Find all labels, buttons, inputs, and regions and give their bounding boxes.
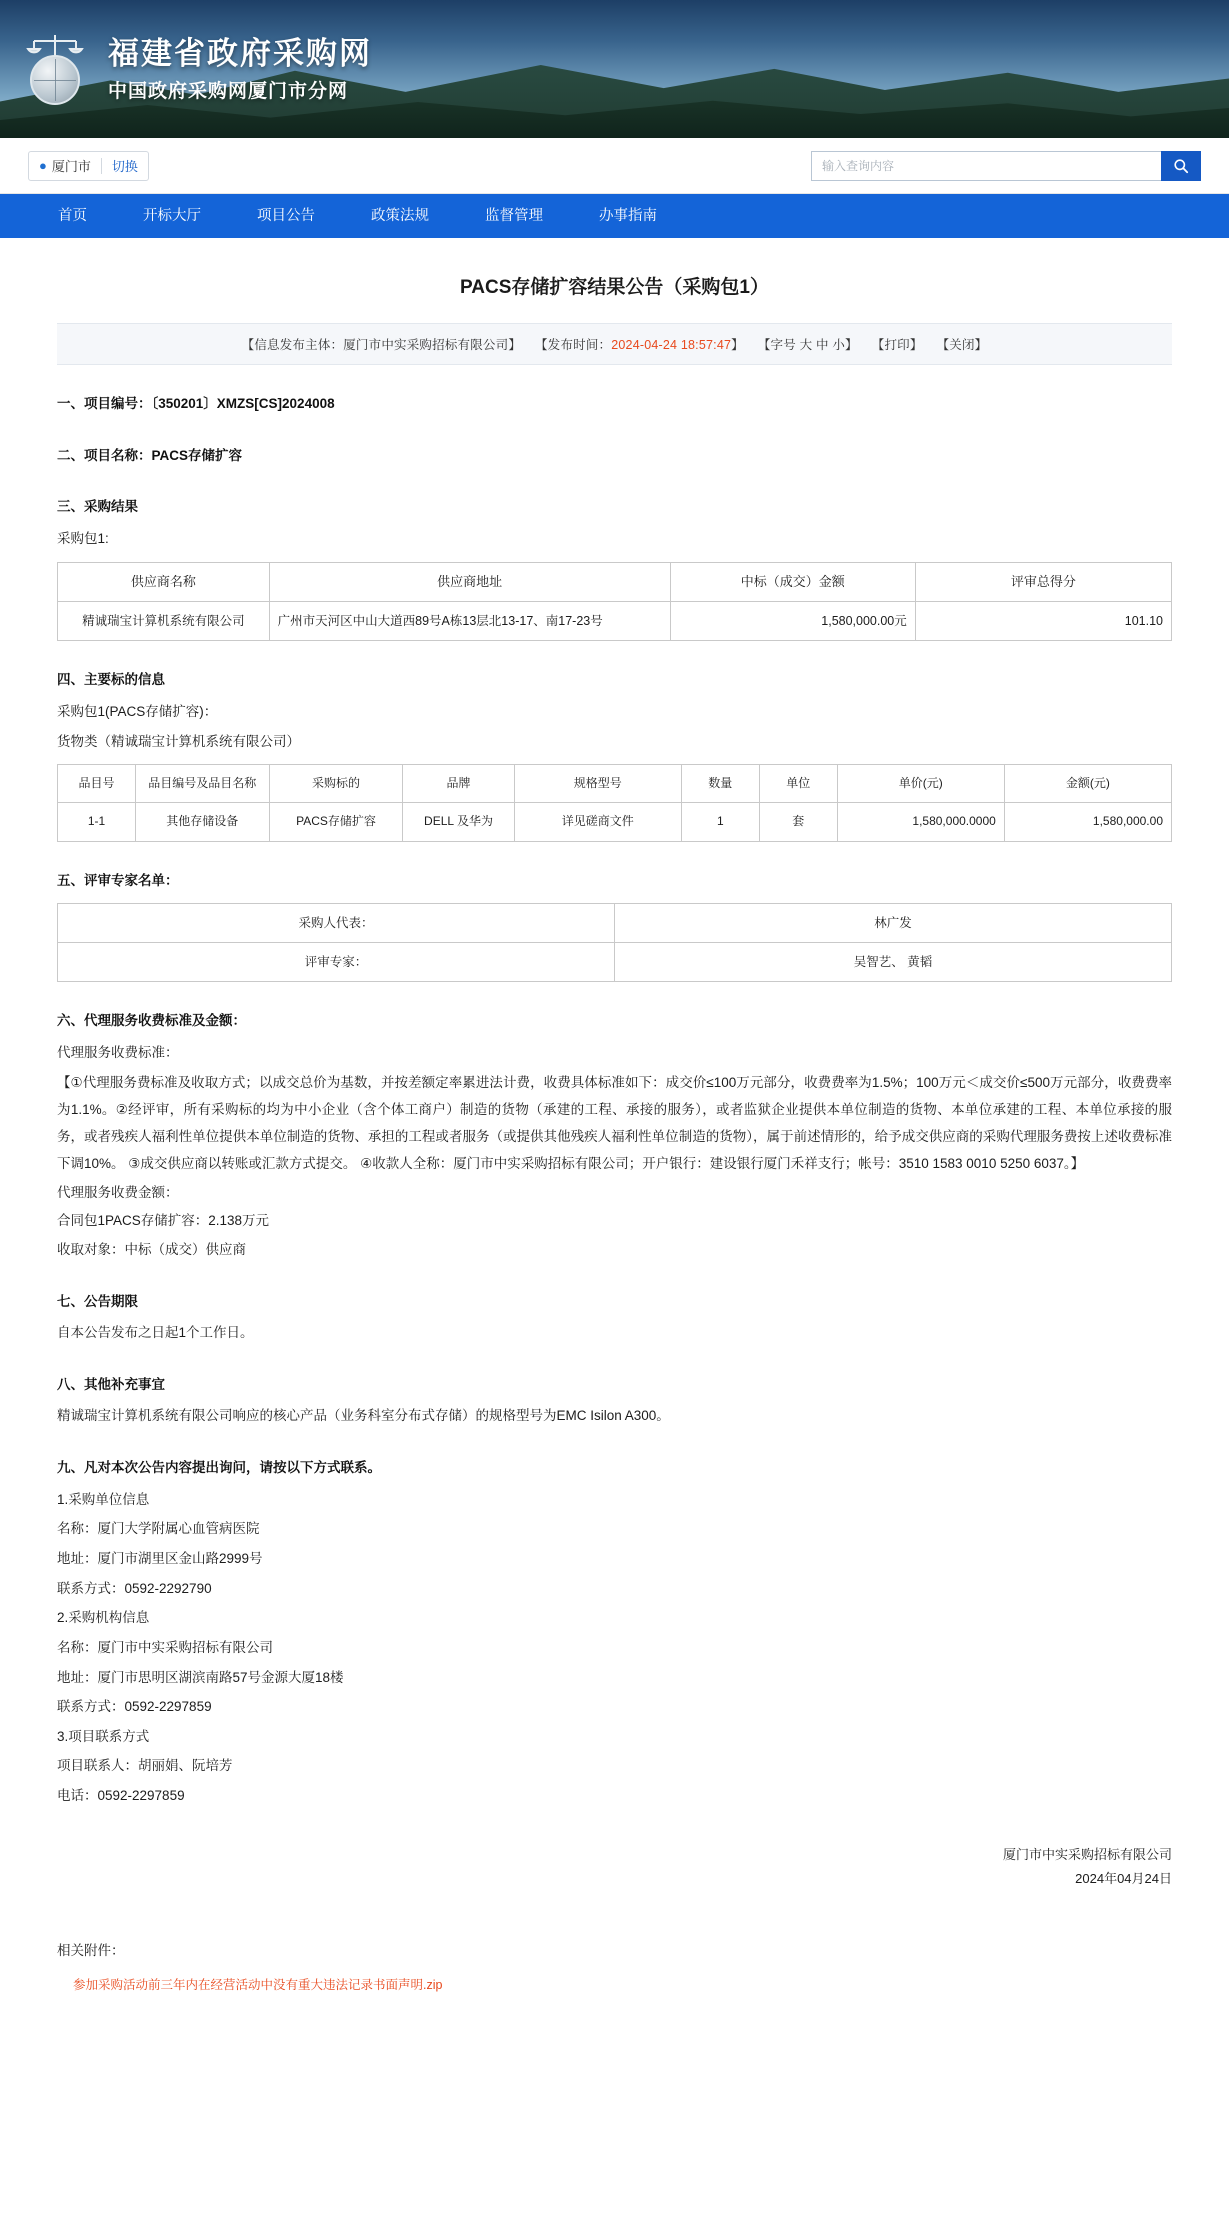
cell-amount: 1,580,000.00元 <box>670 602 915 641</box>
col-supplier-name: 供应商名称 <box>58 562 270 602</box>
section-agency-fee: 六、代理服务收费标准及金额： <box>57 1013 246 1029</box>
contact-line: 项目联系人：胡丽娟、阮培芳 <box>57 1758 233 1774</box>
cell-item-spec: 详见磋商文件 <box>514 803 681 841</box>
location-selector[interactable] <box>28 151 149 181</box>
font-size-controls[interactable]: 【字号 大 中 小】 <box>757 338 858 352</box>
divider <box>101 158 102 174</box>
col-item-qty: 数量 <box>681 765 759 803</box>
fee-standard-label: 代理服务收费标准： <box>57 1044 179 1060</box>
contact-line: 地址：厦门市思明区湖滨南路57号金源大厦18楼 <box>57 1669 344 1685</box>
site-title-sub: 中国政府采购网厦门市分网 <box>108 80 349 102</box>
search-area <box>811 151 1201 181</box>
contact-line: 电话：0592-2297859 <box>57 1788 185 1804</box>
contact-group-agency <box>57 1605 1172 1720</box>
signoff-date: 2024年04月24日 <box>1075 1871 1172 1887</box>
contact-line: 地址：厦门市湖里区金山路2999号 <box>57 1550 263 1566</box>
site-banner <box>0 0 1229 138</box>
cell-buyer-rep-value: 林广发 <box>615 904 1172 943</box>
col-supplier-address: 供应商地址 <box>269 562 670 602</box>
items-table <box>57 764 1172 841</box>
cell-supplier-name: 精诚瑞宝计算机系统有限公司 <box>58 602 270 641</box>
location-pin-icon: ● <box>39 158 47 173</box>
fee-payer: 收取对象：中标（成交）供应商 <box>57 1241 246 1257</box>
package-item-category: 货物类（精诚瑞宝计算机系统有限公司） <box>57 733 300 749</box>
section-main-items: 四、主要标的信息 <box>57 672 165 688</box>
publisher-value: 厦门市中实采购招标有限公司 <box>343 338 509 352</box>
cell-score: 101.10 <box>915 602 1171 641</box>
contact-head: 1.采购单位信息 <box>57 1491 150 1507</box>
package-label: 采购包1: <box>57 530 109 546</box>
nav-item-home[interactable]: 首页 <box>58 208 87 224</box>
close-button[interactable]: 【关闭】 <box>936 338 988 352</box>
fee-standard-text: 【①代理服务费标准及收取方式；以成交总价为基数，并按差额定率累进法计费，收费具体标准如下：成交价≤100万元部分，收费费率为1.5%；100万元＜成交价≤500万元部分，收费费率为1.1%。②经评审，所有采购标的均为中小企业（含个体工商户）制造的货物（承建的工程、承接的服务），或者监狱企业提供本单位制造的货物、本单位承建的工程、本单位承接的服务，或者残疾人福利性单位提供本单位制造的货物、承担的工程或者服务（或提供其他残疾人福利性单位制造的货物），属于前述情形的，给予成交供应商的采购代理服务费按上述收费标准下调10%。 ③成交供应商以转账或汇款方式提交。 ④收款人全称：厦门市中实采购招标有限公司；开户银行：建设银行厦门禾祥支行；帐号：3510 1583 0010 5250 6037。】 <box>57 1074 1172 1171</box>
section-experts: 五、评审专家名单： <box>57 872 179 888</box>
document-meta-bar <box>57 323 1172 365</box>
contact-head: 3.项目联系方式 <box>57 1728 150 1744</box>
nav-item-project-announcements[interactable]: 项目公告 <box>257 208 315 224</box>
contact-line: 联系方式：0592-2297859 <box>57 1699 212 1715</box>
site-title-main: 福建省政府采购网 <box>108 35 372 71</box>
search-icon <box>1173 158 1189 174</box>
cell-buyer-rep-label: 采购人代表： <box>58 904 615 943</box>
cell-experts-label: 评审专家： <box>58 943 615 982</box>
section-contacts: 九、凡对本次公告内容提出询问，请按以下方式联系。 <box>57 1460 381 1476</box>
nav-item-guide[interactable]: 办事指南 <box>599 208 657 224</box>
col-item-no: 品目号 <box>58 765 136 803</box>
page-title: PACS存储扩容结果公告（采购包1） <box>460 277 769 298</box>
signoff-org: 厦门市中实采购招标有限公司 <box>1002 1846 1172 1862</box>
contact-line: 名称：厦门大学附属心血管病医院 <box>57 1521 260 1537</box>
section-other-matters: 八、其他补充事宜 <box>57 1376 165 1392</box>
announcement-period-text: 自本公告发布之日起1个工作日。 <box>57 1325 254 1341</box>
col-item-amount: 金额(元) <box>1004 765 1171 803</box>
section-procurement-result: 三、采购结果 <box>57 499 138 515</box>
contact-line: 联系方式：0592-2292790 <box>57 1580 212 1596</box>
contact-line: 名称：厦门市中实采购招标有限公司 <box>57 1639 273 1655</box>
col-item-spec: 规格型号 <box>514 765 681 803</box>
section-project-name: 二、项目名称：PACS存储扩容 <box>57 447 243 463</box>
cell-item-no: 1-1 <box>58 803 136 841</box>
attachments-title: 相关附件： <box>57 1943 125 1959</box>
col-item-subject: 采购标的 <box>269 765 403 803</box>
print-button[interactable]: 【打印】 <box>871 338 923 352</box>
signoff <box>57 1843 1172 1892</box>
col-amount: 中标（成交）金额 <box>670 562 915 602</box>
cell-item-qty: 1 <box>681 803 759 841</box>
table-row <box>58 943 1172 982</box>
publisher-close: 】 <box>508 338 522 352</box>
switch-city-link[interactable]: 切换 <box>111 159 138 174</box>
col-item-brand: 品牌 <box>403 765 514 803</box>
national-emblem-icon <box>18 25 94 113</box>
cell-item-brand: DELL 及华为 <box>403 803 514 841</box>
experts-table <box>57 903 1172 982</box>
search-input[interactable] <box>811 151 1161 181</box>
nav-item-bid-opening[interactable]: 开标大厅 <box>143 208 201 224</box>
col-item-price: 单价(元) <box>837 765 1004 803</box>
fee-amount-label: 代理服务收费金额： <box>57 1184 179 1200</box>
nav-item-supervision[interactable]: 监督管理 <box>485 208 543 224</box>
publish-time-close: 】 <box>731 338 744 352</box>
cell-item-category: 其他存储设备 <box>135 803 269 841</box>
main-nav <box>0 194 1229 238</box>
table-header-row <box>58 562 1172 602</box>
contact-group-buyer <box>57 1487 1172 1602</box>
section-project-number: 一、项目编号：〔350201〕XMZS[CS]2024008 <box>57 396 335 411</box>
cell-item-price: 1,580,000.0000 <box>837 803 1004 841</box>
package-item-label: 采购包1(PACS存储扩容)： <box>57 704 218 719</box>
contact-group-project <box>57 1724 1172 1809</box>
cell-supplier-address: 广州市天河区中山大道西89号A栋13层北13-17、南17-23号 <box>269 602 670 641</box>
contact-head: 2.采购机构信息 <box>57 1610 150 1626</box>
globe-icon <box>30 55 80 105</box>
table-row <box>58 602 1172 641</box>
fee-amount-value: 合同包1PACS存储扩容：2.138万元 <box>57 1213 270 1229</box>
table-row <box>58 803 1172 841</box>
publish-time-label: 【发布时间： <box>535 338 612 352</box>
search-button[interactable] <box>1161 151 1201 181</box>
col-item-category: 品目编号及品目名称 <box>135 765 269 803</box>
col-score: 评审总得分 <box>915 562 1171 602</box>
cell-item-subject: PACS存储扩容 <box>269 803 403 841</box>
section-announcement-period: 七、公告期限 <box>57 1293 138 1309</box>
table-row <box>58 904 1172 943</box>
attachment-link[interactable]: 参加采购活动前三年内在经营活动中没有重大违法记录书面声明.zip <box>73 1977 443 1992</box>
col-item-unit: 单位 <box>759 765 837 803</box>
publish-time-value: 2024-04-24 18:57:47 <box>611 338 732 352</box>
location-city-label: 厦门市 <box>51 159 91 174</box>
cell-item-amount: 1,580,000.00 <box>1004 803 1171 841</box>
publisher-label: 【信息发布主体： <box>241 338 344 352</box>
nav-item-policies[interactable]: 政策法规 <box>371 208 429 224</box>
cell-experts-value: 吴智艺、 黄韬 <box>615 943 1172 982</box>
result-table <box>57 562 1172 642</box>
location-search-bar <box>0 138 1229 194</box>
other-matters-text: 精诚瑞宝计算机系统有限公司响应的核心产品（业务科室分布式存储）的规格型号为EMC Isilon A300。 <box>57 1408 670 1424</box>
table-header-row <box>58 765 1172 803</box>
document-body <box>0 272 1229 2038</box>
cell-item-unit: 套 <box>759 803 837 841</box>
